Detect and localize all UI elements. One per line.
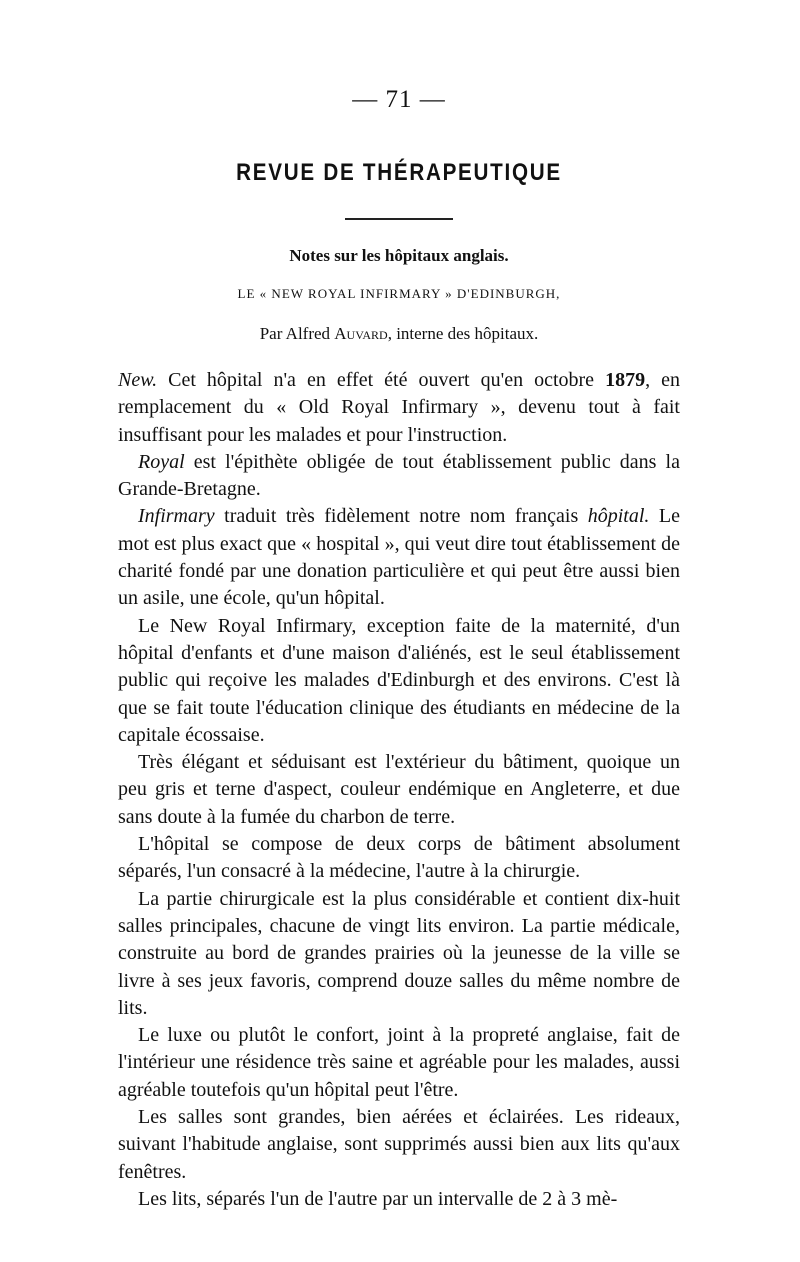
paragraph-lead: Infirmary <box>138 505 215 528</box>
paragraph-2 <box>118 449 680 504</box>
paragraph-lead: New. <box>118 369 158 391</box>
paragraph-3 <box>118 503 680 612</box>
paragraph-lead: Royal <box>138 450 185 473</box>
article-subtitle: LE « NEW ROYAL INFIRMARY » D'EDINBURGH, <box>237 286 561 301</box>
paragraph-text: Le mot est plus exact que « hospital », qui veut dire tout établissement de charité fondé par une donation particulière et qui peut être aussi bien un asile, une école, qu'un hôpital. <box>118 505 681 610</box>
title-rule <box>345 218 453 220</box>
year: 1879 <box>605 369 646 391</box>
paragraph-5: Très élégant et séduisant est l'extérieur du bâtiment, quoique un peu gris et terne d'aspect, couleur endémique en Angleterre, et due sans doute à la fumée du charbon de terre. <box>118 751 680 828</box>
paragraph-1 <box>118 367 680 449</box>
paragraph-7: La partie chirurgicale est la plus considérable et contient dix-huit salles principales, chacune de vingt lits environ. La partie médicale, construite au bord de grandes prairies où la jeunesse de la ville se livre à ses jeux favoris, comprend douze salles du même nombre de lits. <box>118 887 680 1019</box>
paragraph-10: Les lits, séparés l'un de l'autre par un intervalle de 2 à 3 mè- <box>138 1187 618 1210</box>
page <box>118 82 680 1213</box>
paragraph-8: Le luxe ou plutôt le confort, joint à la propreté anglaise, fait de l'intérieur une résidence très saine et agréable pour les malades, aussi agréable toutefois qu'un hôpital peut l'être. <box>118 1024 680 1101</box>
paragraph-6: L'hôpital se compose de deux corps de bâtiment absolument séparés, l'un consacré à la médecine, l'autre à la chirurgie. <box>118 833 680 883</box>
author-suffix: , interne des hôpitaux. <box>387 324 539 343</box>
author-prefix: Par Alfred <box>259 324 335 343</box>
article-body <box>118 367 680 1213</box>
paragraph-4: Le New Royal Infirmary, exception faite de la maternité, d'un hôpital d'enfants et d'une maison d'aliénés, est le seul établissement public qui reçoive les malades d'Edinburgh et des environs. C'est là que se fait toute l'éducation clinique des étudiants en médecine de la capitale écossaise. <box>118 614 680 746</box>
paragraph-italic: hôpital. <box>587 505 650 528</box>
article-author <box>118 323 680 345</box>
paragraph-text: est l'épithète obligée de tout établissement public dans la Grande-Bretagne. <box>118 450 680 501</box>
paragraph-9: Les salles sont grandes, bien aérées et éclairées. Les rideaux, suivant l'habitude anglaise, sont supprimés aussi bien aux lits qu'aux fenêtres. <box>118 1106 680 1183</box>
article-title: Notes sur les hôpitaux anglais. <box>289 246 509 265</box>
paragraph-text: Cet hôpital n'a en effet été ouvert qu'en octobre <box>157 369 606 391</box>
paragraph-text: traduit très fidèlement notre nom français <box>214 505 588 528</box>
journal-title: REVUE DE THÉRAPEUTIQUE <box>236 159 562 186</box>
paragraph-text: , en remplacement du « Old Royal Infirmary », devenu tout à fait insuffisant pour les malades et pour l'instruction. <box>118 369 680 446</box>
author-name: Auvard <box>334 324 388 343</box>
page-number: — 71 — <box>352 86 446 113</box>
